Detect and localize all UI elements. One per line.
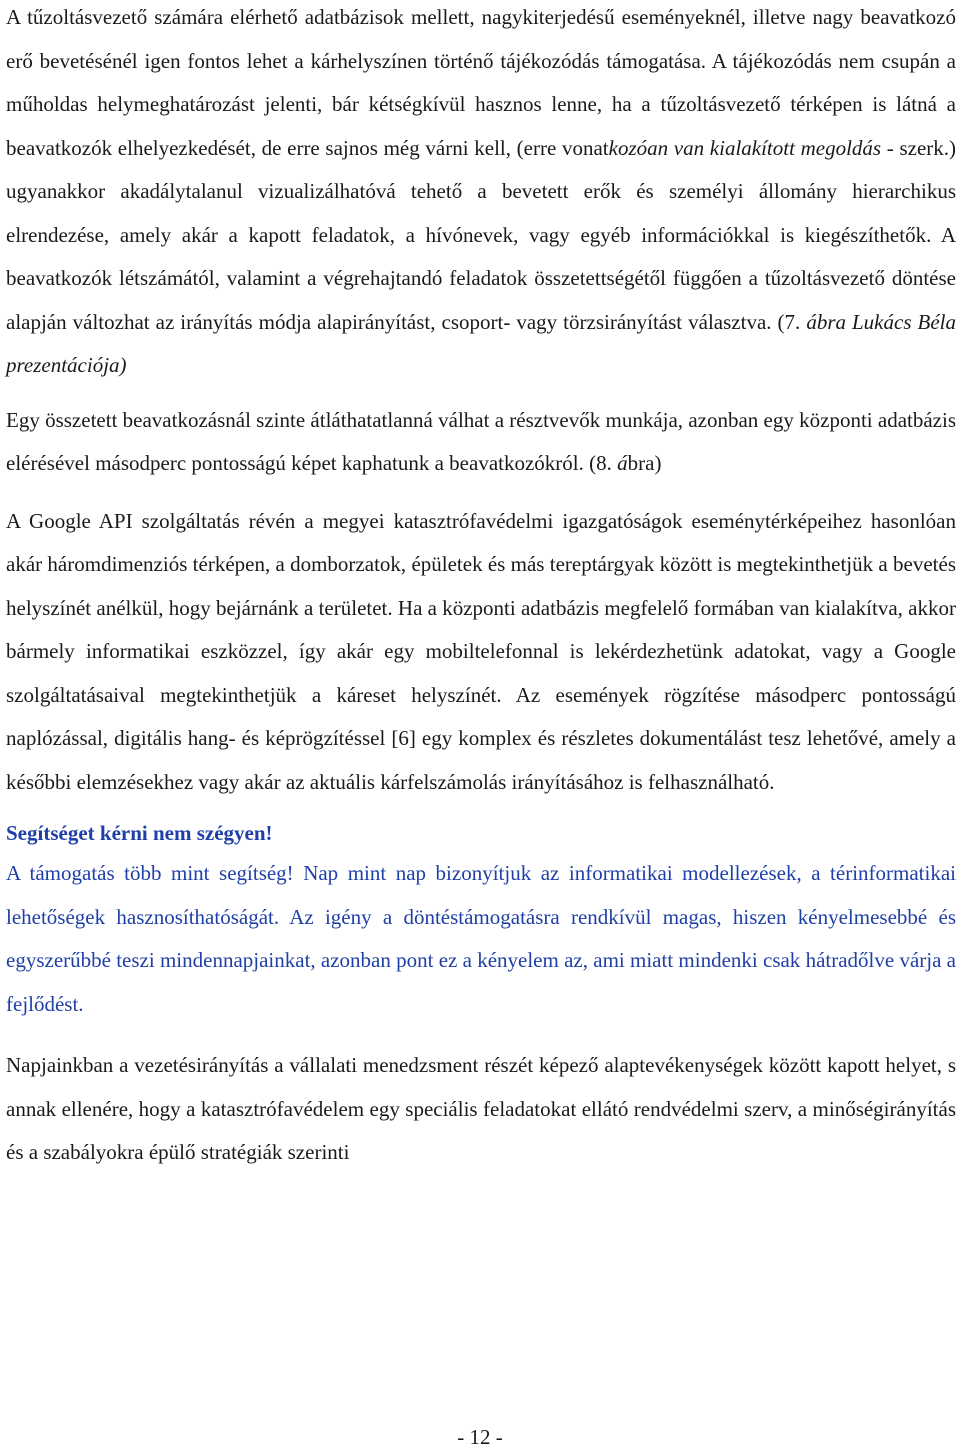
section-heading: Segítséget kérni nem szégyen! (6, 821, 273, 845)
paragraph-3: A Google API szolgáltatás révén a megyei katasztrófavédelmi igazgatóságok eseménytérképeihez hasonlóan akár háromdimenziós térképen, a domborzatok, épületek és más tereptárgyak között is megtekinthetjük a bevetés helyszínét anélkül, hogy bejárnánk a területet. Ha a központi adatbázis megfelelő formában van kialakítva, akkor bármely informatikai eszközzel, így akár egy mobiltelefonnal is lekérdezhetünk adatokat, vagy a Google szolgáltatásaival megtekinthetjük a káreset helyszínét. Az események rögzítése másodperc pontosságú naplózással, digitális hang- és képrögzítéssel [6] egy komplex és részletes dokumentálást tesz lehetővé, amely a későbbi elemzésekhez vagy akár az aktuális kárfelszámolás irányításához is felhasználható. (6, 508, 956, 794)
page-number: - 12 - (457, 1425, 503, 1449)
paragraph-2 (6, 399, 956, 486)
paragraph-4: A támogatás több mint segítség! Nap mint nap bizonyítjuk az informatikai modellezések, a térinformatikai lehetőségek hasznosíthatóságát. Az igény a döntéstámogatásra rendkívül magas, hiszen kényelmesebbé és egyszerűbbé teszi mindennapjainkat, azonban pont ez a kényelem az, ami miatt mindenki csak hátradőlve várja a fejlődést. (6, 861, 956, 1016)
paragraph-2-text-after: bra) (627, 451, 662, 475)
paragraph-1-text: A tűzoltásvezető számára elérhető adatbázisok mellett, nagykiterjedésű eseményeknél, illetve nagy beavatkozó erő bevetésénél igen fontos lehet a kárhelyszínen történő tájékozódás támogatása. A tájékozódás nem csupán a műholdas helymeghatározást jelenti, bár kétségkívül hasznos lenne, ha a tűzoltásvezető térképen is látná a beavatkozók elhelyezkedését, de erre sajnos még várni kell, (erre vonat (6, 5, 956, 160)
paragraph-1-text-after: - szerk.) ugyanakkor akadálytalanul vizualizálhatóvá tehető a bevetett erők és személyi állomány hierarchikus elrendezése, amely akár a kapott feladatok, a hívónevek, vagy egyéb információkkal is kiegészíthetők. A beavatkozók létszámától, valamint a végrehajtandó feladatok összetettségétől függően a tűzoltásvezető döntése alapján változhat az irányítás módja alapirányítást, csoport- vagy törzsirányítást választva. (7. (6, 135, 956, 334)
paragraph-1 (6, 0, 956, 388)
figure-reference-7: ábra Lukács Béla prezentációja) (6, 309, 956, 377)
document-page (6, 0, 956, 1175)
paragraph-5: Napjainkban a vezetésirányítás a vállalati menedzsment részét képező alaptevékenységek között kapott helyet, s annak ellenére, hogy a katasztrófavédelem egy speciális feladatokat ellátó rendvédelmi szerv, a minőségirányítás és a szabályokra épülő stratégiák szerinti (6, 1053, 956, 1164)
paragraph-2-italic: á (617, 451, 628, 475)
paragraph-1-italic: kozóan van kialakított megoldás (608, 135, 882, 160)
paragraph-2-text: Egy összetett beavatkozásnál szinte átláthatatlanná válhat a résztvevők munkája, azonban egy központi adatbázis elérésével másodperc pontosságú képet kaphatunk a beavatkozókról. (8. (6, 407, 956, 475)
